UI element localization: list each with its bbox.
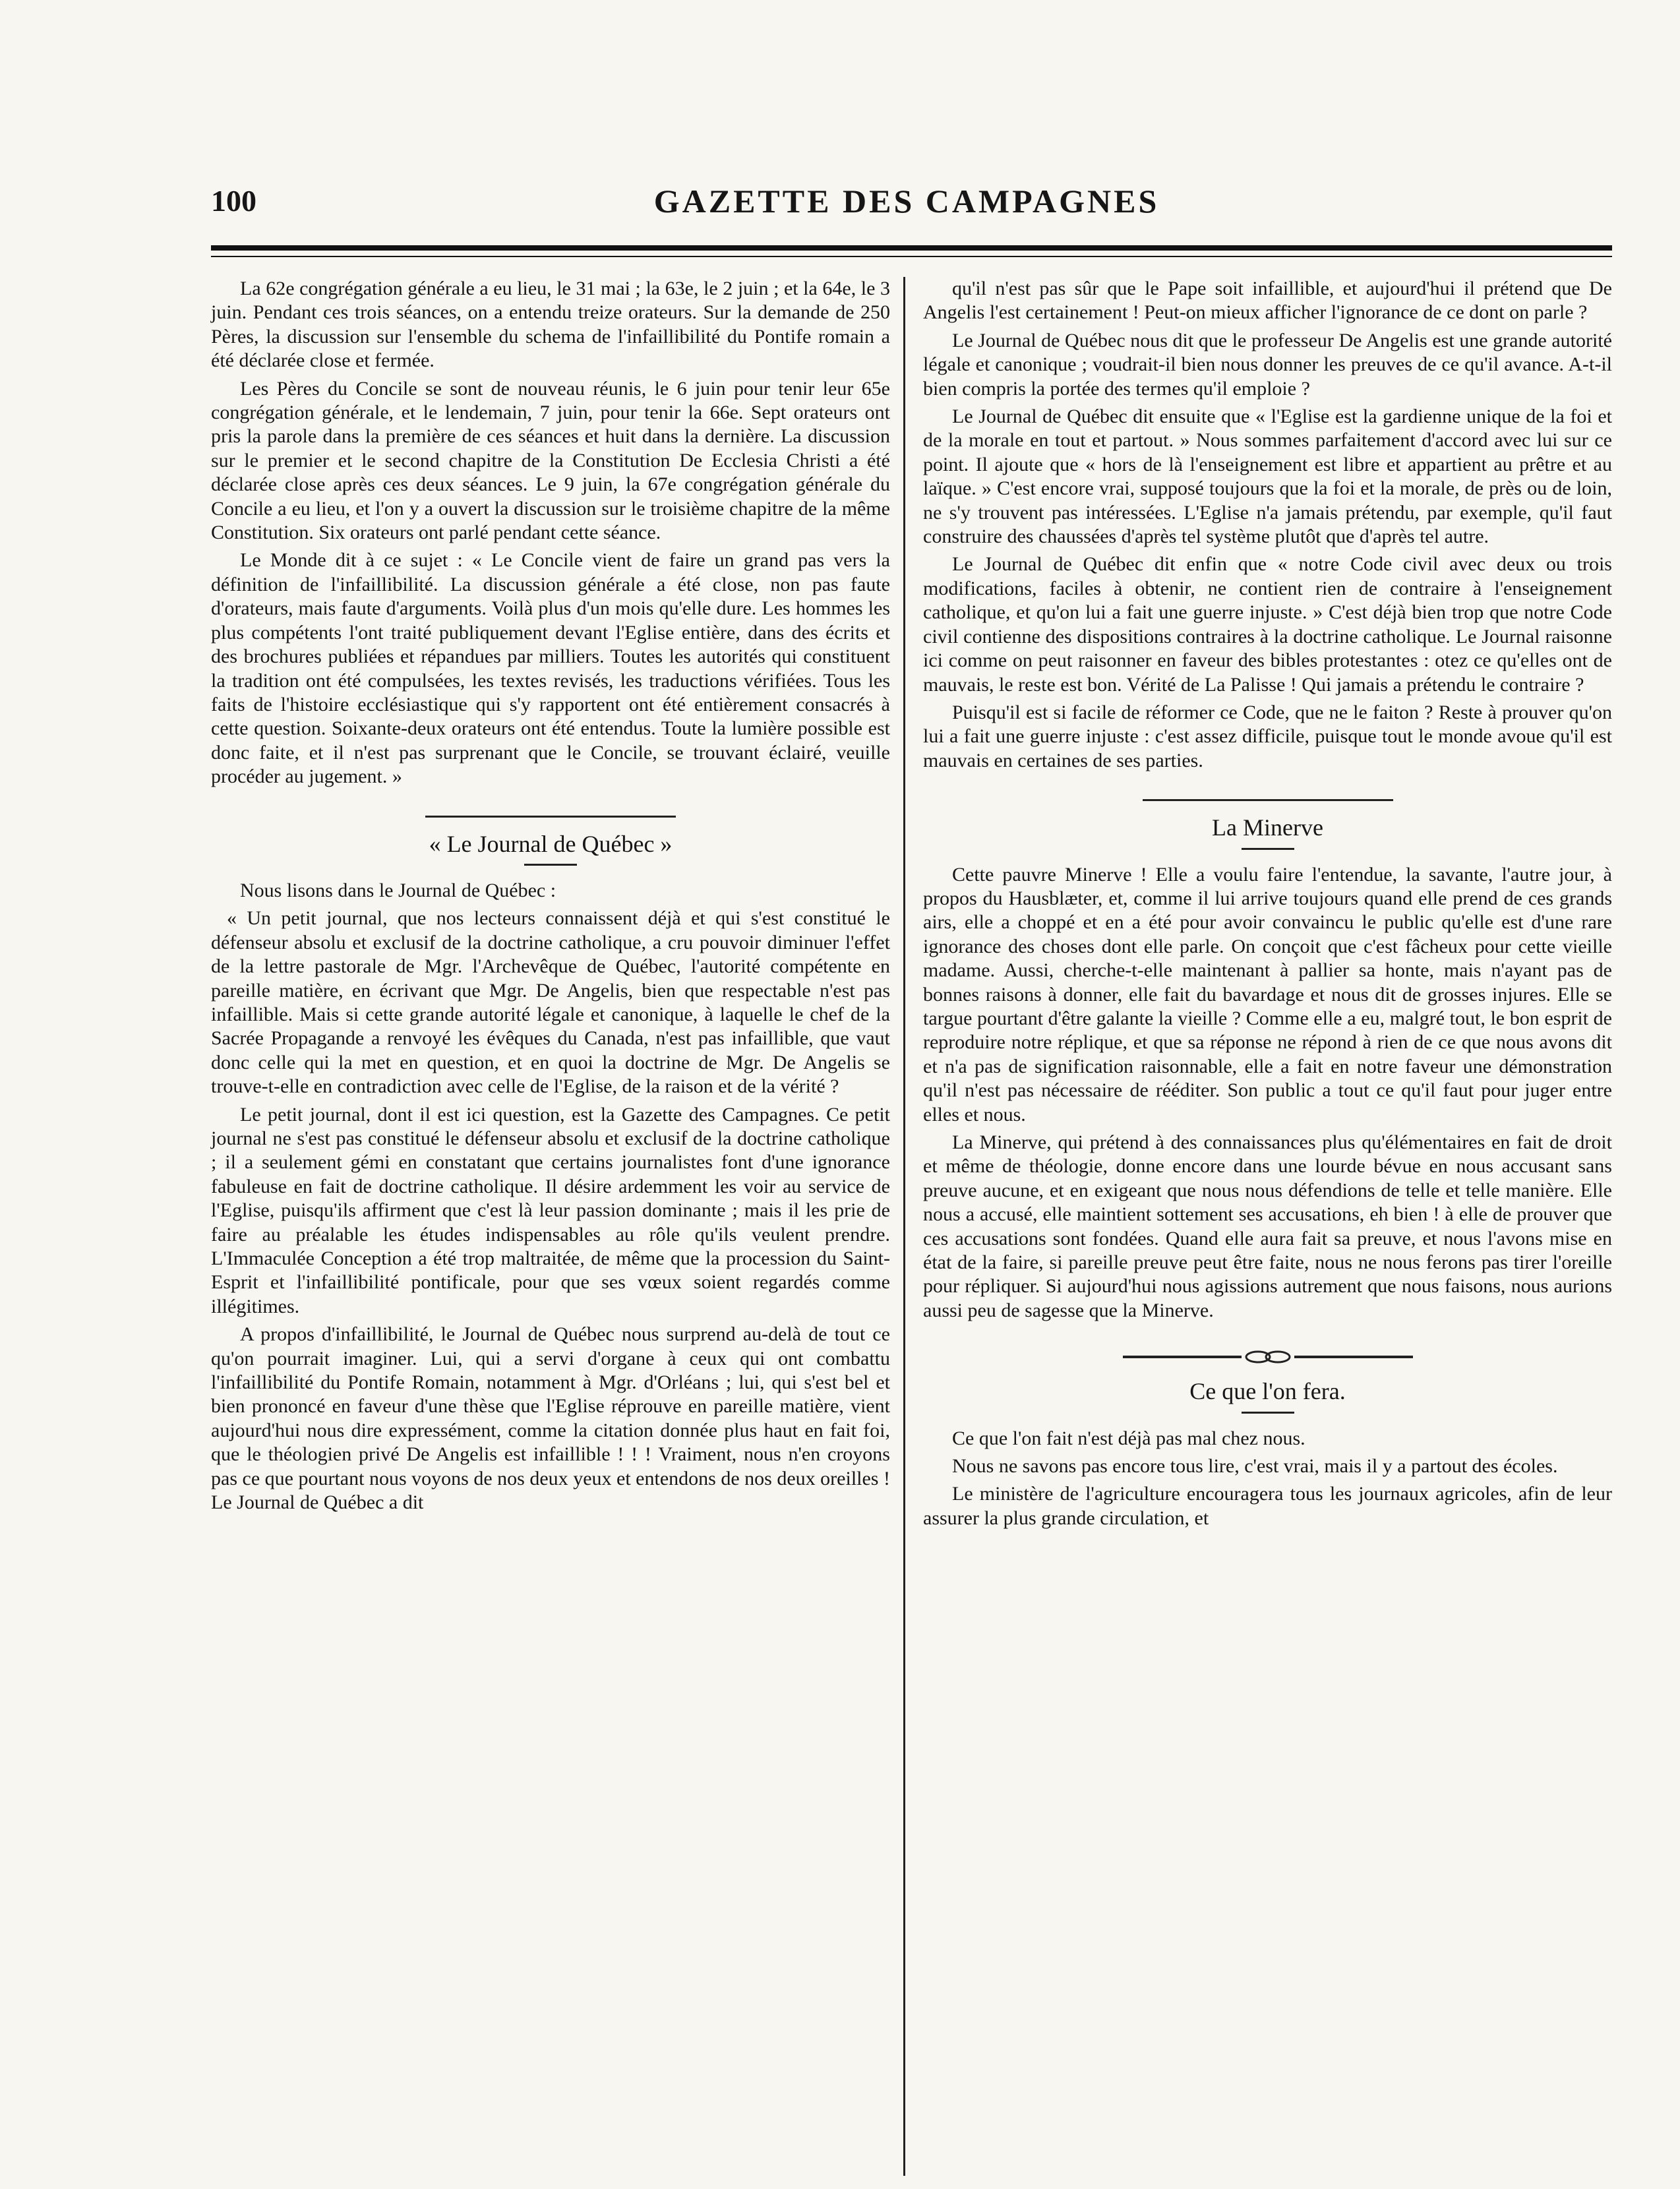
article-paragraph: A propos d'infaillibilité, le Journal de Québec nous surprend au-delà de tout ce qu'on pourrait imaginer. Lui, qui a servi d'organe à ceux qui ont combattu l'infaillibilité du Pontife Romain, notamment à Mgr. d'Orléans ; lui, qui s'est bel et bien prononcé en faveur d'une thèse que l'Eglise réprouve en pareille matière, vient aujourd'hui nous dire expressément, comme la citation donnée plus haut en fait foi, que le théologien privé De Angelis est infaillible ! ! ! Vraiment, nous n'en croyons pas ce que pourtant nous voyons de nos deux yeux et entendons de nos deux oreilles ! Le Journal de Québec a dit (211, 1323, 890, 1514)
quoted-paragraph: « Un petit journal, que nos lecteurs connaissent déjà et qui s'est constitué le défenseur absolu et exclusif de la doctrine catholique, a cru pouvoir diminuer l'effet de la lettre pastorale de Mgr. l'Archevêque de Québec, l'autorité compétente en pareille matière, en écrivant que Mgr. De Angelis, bien que respectable n'est pas infaillible. Mais si cette grande autorité légale et canonique, à laquelle le chef de la Sacrée Propagande a renvoyé les évêques du Canada, n'est pas infaillible, que vaut donc celle qui la met en question, et en quoi la doctrine de Mgr. De Angelis se trouve-t-elle en contradiction avec celle de l'Eglise, de la raison et de la vérité ? (211, 907, 890, 1098)
section-heading-journal-de-quebec: « Le Journal de Québec » (429, 830, 673, 857)
page-header (204, 178, 1609, 224)
article-paragraph: Le Monde dit à ce sujet : « Le Concile vient de faire un grand pas vers la définition de l'infaillibilité. La discussion générale a été close, non pas faute d'orateurs, mais faute d'arguments. Voilà plus d'un mois qu'elle dure. Les hommes les plus compétents l'ont traité publiquement devant l'Eglise entière, dans des écrits et des brochures publiées et répandues par milliers. Toutes les autorités qui constituent la tradition ont été compulsées, les textes revisés, les traductions vérifiées. Tous les faits de l'histoire ecclésiastique qui s'y rapportent ont été entièrement consacrés à cette question. Soixante-deux orateurs ont été entendus. Toute la lumière possible est donc faite, et il n'est pas surprenant que le Concile, se trouvant éclairé, veuille procéder au jugement. » (211, 549, 890, 788)
article-paragraph: La 62e congrégation générale a eu lieu, le 31 mai ; la 63e, le 2 juin ; et la 64e, le 3 juin. Pendant ces trois séances, on a entendu treize orateurs. Sur la demande de 250 Pères, la discussion sur l'ensemble du schema de l'infaillibilité du Pontife romain a été déclarée close et fermée. (211, 278, 890, 372)
section-heading-ce-que-lon-fera: Ce que l'on fera. (1189, 1378, 1346, 1405)
header-rule-thick (211, 245, 1612, 251)
heading-underline (1242, 848, 1294, 850)
section-heading-la-minerve: La Minerve (1212, 814, 1323, 841)
article-paragraph: Le ministère de l'agriculture encouragera tous les journaux agricoles, afin de leur assurer la plus grande circulation, et (923, 1483, 1612, 1529)
article-paragraph: Puisqu'il est si facile de réformer ce Code, que ne le faiton ? Reste à prouver qu'on lui a fait une guerre injuste : c'est assez difficile, puisque tout le monde avoue qu'il est mauvais en certaines de ses parties. (923, 701, 1612, 771)
article-paragraph: Le petit journal, dont il est ici question, est la Gazette des Campagnes. Ce petit journal ne s'est pas constitué le défenseur absolu et exclusif de la doctrine catholique ; il a seulement gémi en constatant que certains journalistes font d'une ignorance fabuleuse en fait de doctrine catholique. Il désire ardemment les voir au service de l'Eglise, puisqu'ils affirment que c'est là leur passion dominante ; mais il les prie de faire au préalable les études indispensables au rôle qu'ils veulent prendre. L'Immaculée Conception a été trop maltraitée, de même que la procession du Saint-Esprit et l'infaillibilité pontificale, pour que ses vœux soient regardés comme illégitimes. (211, 1103, 890, 1317)
running-title: GAZETTE DES CAMPAGNES (653, 183, 1160, 220)
article-paragraph: Nous lisons dans le Journal de Québec : (240, 879, 556, 901)
heading-underline (524, 864, 577, 866)
section-divider (425, 816, 676, 818)
article-paragraph: qu'il n'est pas sûr que le Pape soit infaillible, et aujourd'hui il prétend que De Angelis l'est certainement ! Peut-on mieux afficher l'ignorance de ce dont on parle ? (923, 278, 1612, 324)
article-paragraph: Les Pères du Concile se sont de nouveau réunis, le 6 juin pour tenir leur 65e congrégation générale, et le lendemain, 7 juin, pour tenir la 66e. Sept orateurs ont pris la parole dans la première de ces séances et huit dans la dernière. La discussion sur le premier et le second chapitre de la Constitution De Ecclesia Christi a été déclarée close après ces deux séances. Le 9 juin, la 67e congrégation générale du Concile a eu lieu, et l'on y a ouvert la discussion sur le troisième chapitre de la même Constitution. Six orateurs ont parlé pendant cette séance. (211, 377, 890, 544)
article-paragraph: Le Journal de Québec dit enfin que « notre Code civil avec deux ou trois modifications, faciles à obtenir, ne contient rien de contraire à l'enseignement catholique, et qu'on lui a fait une guerre injuste. » C'est déjà bien trop que notre Code civil contienne des dispositions contraires à la doctrine catholique. Le Journal raisonne ici comme on peut raisonner en faveur des bibles protestantes : otez ce qu'elles ont de mauvais, le reste est bon. Vérité de La Palisse ! Qui jamais a prétendu le contraire ? (923, 553, 1612, 696)
header-rule-thin (211, 256, 1612, 257)
article-paragraph: Le Journal de Québec nous dit que le professeur De Angelis est une grande autorité légale et canonique ; voudrait-il bien nous donner les preuves de ce qu'il avance. A-t-il bien compris la portée des termes qu'il emploie ? (923, 329, 1612, 400)
article-paragraph: Nous ne savons pas encore tous lire, c'est vrai, mais il y a partout des écoles. (952, 1455, 1558, 1478)
page-number: 100 (211, 184, 256, 218)
heading-underline (1242, 1412, 1294, 1414)
ornament-divider-icon (1123, 1349, 1413, 1365)
section-divider (1143, 799, 1393, 801)
article-paragraph: Cette pauvre Minerve ! Elle a voulu faire l'entendue, la savante, l'autre jour, à propos du Hausblæter, et, comme il lui arrive toujours quand elle prend de ces grands airs, elle a choppé et en a été pour avoir convaincu le public qu'elle est d'une rare ignorance des choses dont elle parle. On conçoit que c'est fâcheux pour cette vieille madame. Aussi, cherche-t-elle maintenant à pallier sa honte, mais n'ayant pas de bonnes raisons à donner, elle fait du bavardage et nous dit de grosses injures. Elle se targue pourtant d'être galante la vieille ? Comme elle a eu, malgré tout, le bon esprit de reproduire notre réplique, et que sa réponse ne répond à rien de ce que nous avons dit et n'a pas de signification raisonnable, elle a fait en notre faveur une démonstration qu'il n'est pas nécessaire de rééditer. Son public a tout ce qu'il faut pour juger entre elles et nous. (923, 863, 1612, 1125)
article-paragraph: Le Journal de Québec dit ensuite que « l'Eglise est la gardienne unique de la foi et de la morale en tout et partout. » Nous sommes parfaitement d'accord avec lui sur ce point. Il ajoute que « hors de là l'enseignement est libre et appartient au prêtre et au laïque. » C'est encore vrai, supposé toujours que la foi et la morale, de près ou de loin, ne s'y trouvent pas intéressées. L'Eglise n'a jamais prétendu, par exemple, qu'il faut construire des chaussées d'après tel système plutôt que d'après tel autre. (923, 405, 1612, 548)
article-paragraph: La Minerve, qui prétend à des connaissances plus qu'élémentaires en fait de droit et même de théologie, donne encore dans une lourde bévue en nous accusant sans preuve aucune, et en exigeant que nous nous défendions de telle et telle manière. Elle nous a accusé, elle maintient sottement ses accusations, eh bien ! à elle de prouver que ces accusations sont fondées. Quand elle aura fait sa preuve, et nous l'avons mise en état de la faire, si pareille preuve peut être faite, nous ne nous ferons pas tirer l'oreille pour répliquer. Si aujourd'hui nous agissions autrement que nous faisons, nous aurions aussi peu de sagesse que la Minerve. (923, 1131, 1612, 1321)
right-column (923, 277, 1612, 1534)
left-column (211, 277, 890, 1519)
column-divider (903, 277, 905, 2176)
article-paragraph: Ce que l'on fait n'est déjà pas mal chez nous. (952, 1427, 1305, 1449)
